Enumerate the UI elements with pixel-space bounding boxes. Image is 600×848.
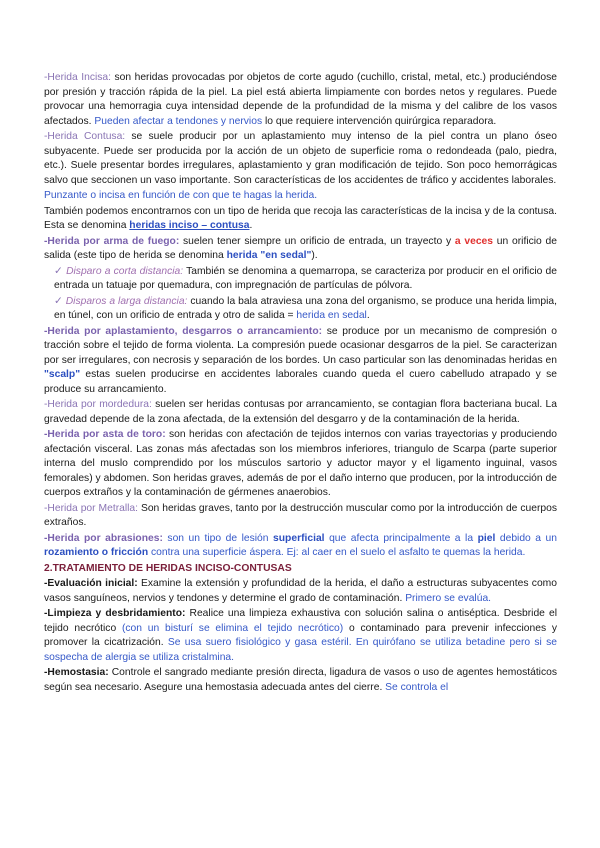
text-inciso-contusa: También podemos encontrarnos con un tipo de herida que recoja las características de la incisa y de la contusa. Esta se denomina bbox=[44, 205, 557, 231]
paragraph-limpieza bbox=[44, 607, 557, 665]
term-piel: piel bbox=[477, 532, 496, 544]
heading-herida-contusa: -Herida Contusa: bbox=[44, 131, 126, 142]
paragraph-asta-toro bbox=[44, 428, 557, 501]
note-punzante: Punzante o incisa en función de con que te hagas la herida. bbox=[44, 190, 318, 201]
note-primero-evalua: Primero se evalúa. bbox=[405, 592, 492, 604]
checkmark-icon: ✓ bbox=[54, 295, 63, 307]
heading-asta-toro: -Herida por asta de toro: bbox=[44, 429, 166, 440]
note-tendones-nervios: Pueden afectar a tendones y nervios bbox=[94, 115, 263, 127]
heading-abrasiones: -Herida por abrasiones: bbox=[44, 532, 163, 544]
text-abrasiones-2: que afecta principalmente a la bbox=[324, 532, 478, 544]
heading-hemostasia: -Hemostasia: bbox=[44, 667, 109, 678]
text-abrasiones: son un tipo de lesión bbox=[162, 532, 274, 544]
term-rozamiento: rozamiento o fricción bbox=[44, 547, 149, 558]
text-larga-distancia: cuando la bala atraviesa una zona del organismo, se produce una herida limpia, en túnel, con un orificio de entrada y otro de salida = bbox=[54, 295, 557, 321]
note-herida-en-sedal: herida en sedal bbox=[296, 310, 367, 321]
text-aplastamiento: se produce por un mecanismo de compresión o tracción sobre el tejido de forma violenta. La compresión puede ocasionar desgarros de la piel. Se caracterizan por ser irregulares, con necrosis y separación de los bordes. Un caso particular son las denominadas heridas en bbox=[44, 325, 558, 366]
text-abrasiones-3: debido a un bbox=[495, 532, 557, 544]
text-aplastamiento-2: estas suelen producirse en accidentes laborales cuando queda el cuero cabelludo atrapado y se produce su arrancamiento. bbox=[44, 369, 557, 395]
document-body bbox=[44, 71, 557, 696]
heading-metralla: -Herida por Metralla: bbox=[44, 502, 139, 514]
paragraph-aplastamiento bbox=[44, 325, 557, 398]
paragraph-metralla bbox=[44, 502, 557, 531]
heading-mordedura: -Herida por mordedura: bbox=[44, 399, 152, 410]
text-period: . bbox=[366, 310, 370, 321]
text-arma-fuego-2: un orificio de salida (este tipo de herida se denomina bbox=[44, 235, 557, 261]
text-close-paren: ). bbox=[311, 250, 318, 261]
note-se-controla: Se controla el bbox=[385, 681, 449, 693]
term-scalp: "scalp" bbox=[44, 369, 81, 380]
text-asta-toro: son heridas con afectación de tejidos internos con varias trayectorias y produciendo afectación visceral. Las zonas más afectadas son los miembros inferiores, triangulo de Scarpa (parte superior interna del muslo comprendido por los músculos sartorio y aductor mayor y el ligamento inguinal, vasos femorales) y abdomen. Son heridas graves, además de por el daño interno que producen, por la introducción de cuerpos extraños y la contaminación de gérmenes anaerobios. bbox=[44, 429, 558, 498]
heading-limpieza: -Limpieza y desbridamiento: bbox=[44, 608, 186, 619]
text-limpieza: Realice una limpieza exhaustiva con solución salina o antiséptica. Desbride el tejido necrótico bbox=[44, 608, 557, 634]
text-abrasiones-4: contra una superficie áspera. Ej: al caer en el suelo el asfalto te quemas la herida. bbox=[148, 547, 526, 558]
paragraph-arma-fuego bbox=[44, 235, 557, 264]
term-inciso-contusa: heridas inciso – contusa bbox=[129, 220, 250, 231]
heading-larga-distancia: Disparos a larga distancia: bbox=[65, 295, 188, 307]
heading-aplastamiento: -Herida por aplastamiento, desgarros o arrancamiento: bbox=[44, 325, 323, 337]
paragraph-larga-distancia bbox=[44, 295, 557, 324]
section-heading-tratamiento: 2.TRATAMIENTO DE HERIDAS INCISO-CONTUSAS bbox=[44, 562, 292, 574]
text-limpieza-2: o contaminado para prevenir infecciones y promover la cicatrización. bbox=[44, 622, 558, 648]
text-evaluacion: Examine la extensión y profundidad de la herida, el daño a estructuras subyacentes como vasos sanguíneos, nervios y tendones y determine el grado de contaminación. bbox=[44, 578, 557, 604]
paragraph-herida-incisa bbox=[44, 71, 557, 129]
term-superficial: superficial bbox=[273, 532, 325, 544]
heading-arma-fuego: -Herida por arma de fuego: bbox=[44, 235, 180, 247]
text-corta-distancia: También se denomina a quemarropa, se caracteriza por producir en el orificio de entrada un tatuaje por quemadura, con impregnación de partículas de pólvora. bbox=[54, 265, 557, 291]
checkmark-icon: ✓ bbox=[54, 265, 63, 277]
paragraph-evaluacion bbox=[44, 577, 557, 606]
text-mordedura: suelen ser heridas contusas por arrancamiento, se contagian flora bacteriana bucal. La gravedad depende de la zona afectada, de la extensión del desgarro y de la contaminación de la herida. bbox=[44, 399, 557, 425]
paragraph-corta-distancia bbox=[44, 265, 557, 294]
text-herida-incisa: son heridas provocadas por objetos de corte agudo (cuchillo, cristal, metal, etc.) produciéndose por presión y tracción rápida de la piel. La piel está abierta limpiamente con bordes netos y regulares. Puede provocar una hemorragia cuya intensidad depende de la profundidad de la misma y del calibre de los vasos afectados. bbox=[44, 72, 557, 127]
text-herida-contusa: se suele producir por un aplastamiento muy intenso de la piel contra un plano óseo subyacente. Puede ser producida por la acción de un objeto de superficie roma o redondeada (palo, piedra, etc.). Suele presentar bordes irregulares, aplastamiento y gran modificación de tejido. Son poco hemorrágicas salvo que seccionen un vaso importante. Son características de los accidentes de tráfico y accidentes laborales. bbox=[44, 131, 557, 186]
note-bisturi: (con un bisturí se elimina el tejido necrótico) bbox=[121, 622, 344, 634]
paragraph-inciso-contusa bbox=[44, 205, 557, 234]
heading-evaluacion: -Evaluación inicial: bbox=[44, 578, 138, 589]
text-herida-incisa-tail: lo que requiere intervención quirúrgica reparadora. bbox=[262, 115, 497, 127]
paragraph-abrasiones bbox=[44, 532, 557, 561]
heading-herida-incisa: -Herida Incisa: bbox=[44, 72, 112, 83]
highlight-a-veces: a veces bbox=[454, 235, 494, 247]
paragraph-herida-contusa bbox=[44, 130, 557, 188]
heading-corta-distancia: Disparo a corta distancia: bbox=[66, 265, 184, 277]
text-metralla: Son heridas graves, tanto por la destrucción muscular como por la introducción de cuerpos extraños. bbox=[44, 502, 557, 528]
text-arma-fuego: suelen tener siempre un orificio de entrada, un trayecto y bbox=[179, 235, 455, 247]
paragraph-hemostasia bbox=[44, 666, 557, 695]
text-hemostasia: Controle el sangrado mediante presión directa, ligadura de vasos o uso de agentes hemostáticos según sea necesario. Asegure una hemostasia adecuada antes del cierre. bbox=[44, 667, 557, 693]
paragraph-mordedura bbox=[44, 398, 557, 427]
text-period: . bbox=[249, 220, 253, 231]
term-herida-en-sedal: herida "en sedal" bbox=[226, 250, 312, 261]
note-suero: Se usa suero fisiológico y gasa estéril. En quirófano se utiliza betadine pero si se sospecha de alergia se utiliza cristalmina. bbox=[44, 637, 557, 663]
